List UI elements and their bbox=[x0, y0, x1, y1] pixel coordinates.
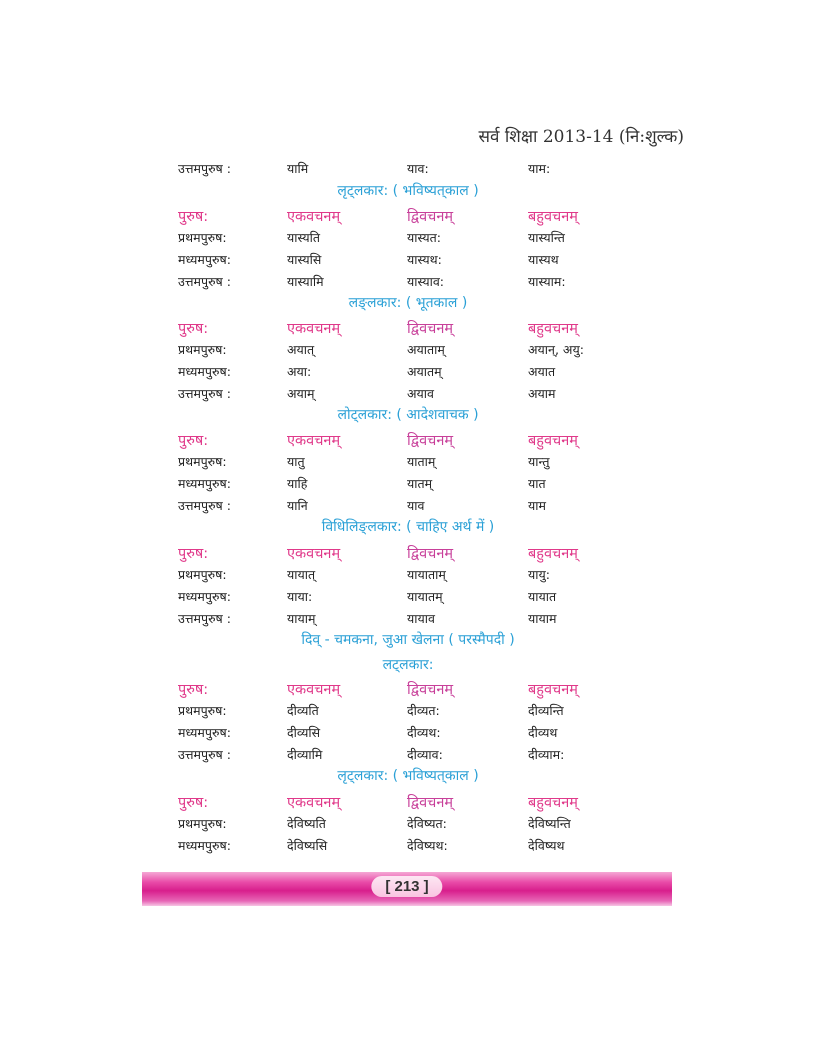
conjugation-row-cell: यास्यन्ति bbox=[528, 230, 565, 245]
table-header-row-cell: पुरुष: bbox=[178, 433, 209, 449]
conjugation-row-cell: यास्याम: bbox=[528, 274, 566, 289]
conjugation-row-cell: उत्तमपुरुष : bbox=[178, 747, 231, 762]
conjugation-row-cell: मध्यमपुरुष: bbox=[178, 725, 231, 740]
conjugation-row bbox=[0, 273, 816, 295]
conjugation-row-cell: दीव्यति bbox=[287, 703, 319, 718]
conjugation-row-cell: यास्यथ bbox=[528, 252, 559, 267]
conjugation-row-cell: दीव्यथ bbox=[528, 725, 558, 740]
conjugation-row bbox=[0, 815, 816, 837]
conjugation-row-cell: याहि bbox=[287, 476, 308, 491]
footer-bar bbox=[142, 872, 672, 906]
table-header-row-cell: बहुवचनम् bbox=[528, 433, 578, 449]
conjugation-row-cell: यामि bbox=[287, 161, 309, 176]
conjugation-row-cell: याव: bbox=[407, 161, 429, 176]
conjugation-row-cell: अयाम् bbox=[287, 386, 315, 401]
page-number: [ 213 ] bbox=[371, 876, 442, 897]
conjugation-row-cell: देविष्यथ bbox=[528, 838, 565, 853]
table-header-row-cell: बहुवचनम् bbox=[528, 321, 578, 337]
section-title: लङ्‌लकार: ( भूतकाल ) bbox=[348, 295, 468, 311]
section-title: विधिलिङ्‌लकार: ( चाहिए अर्थ में ) bbox=[321, 519, 495, 535]
table-header-row bbox=[0, 792, 816, 814]
conjugation-row-cell: उत्तमपुरुष : bbox=[178, 611, 231, 626]
section-title: लोट्‌लकार: ( आदेशवाचक ) bbox=[337, 407, 479, 423]
conjugation-row bbox=[0, 610, 816, 632]
conjugation-row-cell: अयात bbox=[528, 364, 556, 379]
conjugation-row-cell: यातु bbox=[287, 454, 305, 469]
table-header-row bbox=[0, 679, 816, 701]
conjugation-row-cell: यान्तु bbox=[528, 454, 550, 469]
table-header-row-cell: पुरुष: bbox=[178, 795, 209, 811]
conjugation-row-cell: यात bbox=[528, 476, 546, 491]
conjugation-row-cell: यायाव bbox=[407, 611, 435, 626]
table-header-row bbox=[0, 430, 816, 452]
conjugation-row-cell: यायाम् bbox=[287, 611, 316, 626]
table-header-row-cell: एकवचनम् bbox=[287, 321, 341, 337]
conjugation-row-cell: प्रथमपुरुष: bbox=[178, 816, 227, 831]
conjugation-row-cell: अया: bbox=[287, 364, 312, 379]
section-title: लृट्लकार: ( भविष्यत्‌काल ) bbox=[337, 183, 479, 199]
conjugation-row-cell: देविष्यथ: bbox=[407, 838, 448, 853]
table-header-row-cell: एकवचनम् bbox=[287, 795, 341, 811]
conjugation-row-cell: यास्यसि bbox=[287, 252, 322, 267]
conjugation-row-cell: यास्याव: bbox=[407, 274, 444, 289]
conjugation-row-cell: देविष्यत: bbox=[407, 816, 447, 831]
table-header-row-cell: बहुवचनम् bbox=[528, 682, 578, 698]
conjugation-row-cell: यास्यति bbox=[287, 230, 320, 245]
conjugation-row-cell: यातम् bbox=[407, 476, 433, 491]
conjugation-row-cell: अयाव bbox=[407, 386, 434, 401]
page-header: सर्व शिक्षा 2013-14 (नि:शुल्क) bbox=[478, 127, 684, 147]
conjugation-row bbox=[0, 746, 816, 768]
conjugation-row bbox=[0, 497, 816, 519]
conjugation-row-cell: मध्यमपुरुष: bbox=[178, 252, 231, 267]
conjugation-row-cell: यायु: bbox=[528, 567, 550, 582]
conjugation-row-cell: दीव्यथ: bbox=[407, 725, 441, 740]
conjugation-row-cell: यास्यथ: bbox=[407, 252, 442, 267]
conjugation-row-cell: देविष्यन्ति bbox=[528, 816, 571, 831]
table-header-row bbox=[0, 543, 816, 565]
conjugation-row-cell: अयान्, अयु: bbox=[528, 342, 584, 357]
table-header-row-cell: बहुवचनम् bbox=[528, 546, 578, 562]
table-header-row-cell: द्विवचनम् bbox=[407, 795, 454, 811]
conjugation-row-cell: मध्यमपुरुष: bbox=[178, 476, 231, 491]
table-header-row bbox=[0, 206, 816, 228]
conjugation-row-cell: यानि bbox=[287, 498, 308, 513]
table-header-row-cell: बहुवचनम् bbox=[528, 209, 578, 225]
conjugation-row-cell: प्रथमपुरुष: bbox=[178, 454, 227, 469]
conjugation-row-cell: मध्यमपुरुष: bbox=[178, 364, 231, 379]
table-header-row-cell: द्विवचनम् bbox=[407, 546, 454, 562]
conjugation-row-cell: यायात bbox=[528, 589, 557, 604]
conjugation-row-cell: प्रथमपुरुष: bbox=[178, 230, 227, 245]
section-subtitle: लट्‌लकार: bbox=[382, 657, 434, 673]
conjugation-row bbox=[0, 588, 816, 610]
conjugation-row-cell: उत्तमपुरुष : bbox=[178, 498, 231, 513]
table-header-row bbox=[0, 318, 816, 340]
table-header-row-cell: पुरुष: bbox=[178, 321, 209, 337]
conjugation-row-cell: अयाम bbox=[528, 386, 556, 401]
conjugation-row bbox=[0, 453, 816, 475]
conjugation-row bbox=[0, 566, 816, 588]
conjugation-row-cell: उत्तमपुरुष : bbox=[178, 386, 231, 401]
table-header-row-cell: द्विवचनम् bbox=[407, 682, 454, 698]
conjugation-row-cell: अयाताम् bbox=[407, 342, 445, 357]
conjugation-row-cell: उत्तमपुरुष : bbox=[178, 161, 231, 176]
conjugation-row-cell: यायाताम् bbox=[407, 567, 446, 582]
table-header-row-cell: पुरुष: bbox=[178, 546, 209, 562]
conjugation-row-cell: प्रथमपुरुष: bbox=[178, 567, 227, 582]
conjugation-row-cell: याम: bbox=[528, 161, 551, 176]
conjugation-row bbox=[0, 160, 816, 182]
conjugation-row-cell: देविष्यसि bbox=[287, 838, 328, 853]
conjugation-row-cell: मध्यमपुरुष: bbox=[178, 838, 231, 853]
conjugation-row bbox=[0, 724, 816, 746]
conjugation-row-cell: प्रथमपुरुष: bbox=[178, 703, 227, 718]
conjugation-row-cell: दीव्यन्ति bbox=[528, 703, 564, 718]
conjugation-row-cell: याव bbox=[407, 498, 425, 513]
conjugation-row-cell: दीव्याव: bbox=[407, 747, 443, 762]
conjugation-row-cell: उत्तमपुरुष : bbox=[178, 274, 231, 289]
table-header-row-cell: एकवचनम् bbox=[287, 682, 341, 698]
table-header-row-cell: पुरुष: bbox=[178, 682, 209, 698]
conjugation-row bbox=[0, 251, 816, 273]
conjugation-row-cell: दीव्यत: bbox=[407, 703, 440, 718]
conjugation-row bbox=[0, 837, 816, 859]
section-title: लृट्लकार: ( भविष्यत्‌काल ) bbox=[337, 768, 479, 784]
table-header-row-cell: एकवचनम् bbox=[287, 209, 341, 225]
table-header-row-cell: एकवचनम् bbox=[287, 433, 341, 449]
conjugation-row-cell: मध्यमपुरुष: bbox=[178, 589, 231, 604]
conjugation-row-cell: याताम् bbox=[407, 454, 436, 469]
section-title: दिव् - चमकना, जुआ खेलना ( परस्मैपदी ) bbox=[301, 632, 515, 648]
conjugation-row-cell: याम bbox=[528, 498, 546, 513]
conjugation-row bbox=[0, 341, 816, 363]
conjugation-row-cell: देविष्यति bbox=[287, 816, 326, 831]
conjugation-row-cell: दीव्यामि bbox=[287, 747, 323, 762]
conjugation-row-cell: यायाम bbox=[528, 611, 557, 626]
conjugation-row-cell: अयात् bbox=[287, 342, 315, 357]
conjugation-row-cell: याया: bbox=[287, 589, 313, 604]
table-header-row-cell: द्विवचनम् bbox=[407, 321, 454, 337]
conjugation-row-cell: यायात् bbox=[287, 567, 316, 582]
table-header-row-cell: द्विवचनम् bbox=[407, 433, 454, 449]
table-header-row-cell: पुरुष: bbox=[178, 209, 209, 225]
conjugation-row-cell: यास्यत: bbox=[407, 230, 441, 245]
conjugation-row bbox=[0, 702, 816, 724]
table-header-row-cell: एकवचनम् bbox=[287, 546, 341, 562]
conjugation-row-cell: दीव्याम: bbox=[528, 747, 565, 762]
conjugation-row-cell: यास्यामि bbox=[287, 274, 324, 289]
conjugation-row bbox=[0, 363, 816, 385]
table-header-row-cell: बहुवचनम् bbox=[528, 795, 578, 811]
conjugation-row-cell: दीव्यसि bbox=[287, 725, 321, 740]
conjugation-row bbox=[0, 385, 816, 407]
conjugation-row bbox=[0, 475, 816, 497]
conjugation-row-cell: यायातम् bbox=[407, 589, 443, 604]
table-header-row-cell: द्विवचनम् bbox=[407, 209, 454, 225]
conjugation-row-cell: अयातम् bbox=[407, 364, 442, 379]
conjugation-row bbox=[0, 229, 816, 251]
conjugation-row-cell: प्रथमपुरुष: bbox=[178, 342, 227, 357]
